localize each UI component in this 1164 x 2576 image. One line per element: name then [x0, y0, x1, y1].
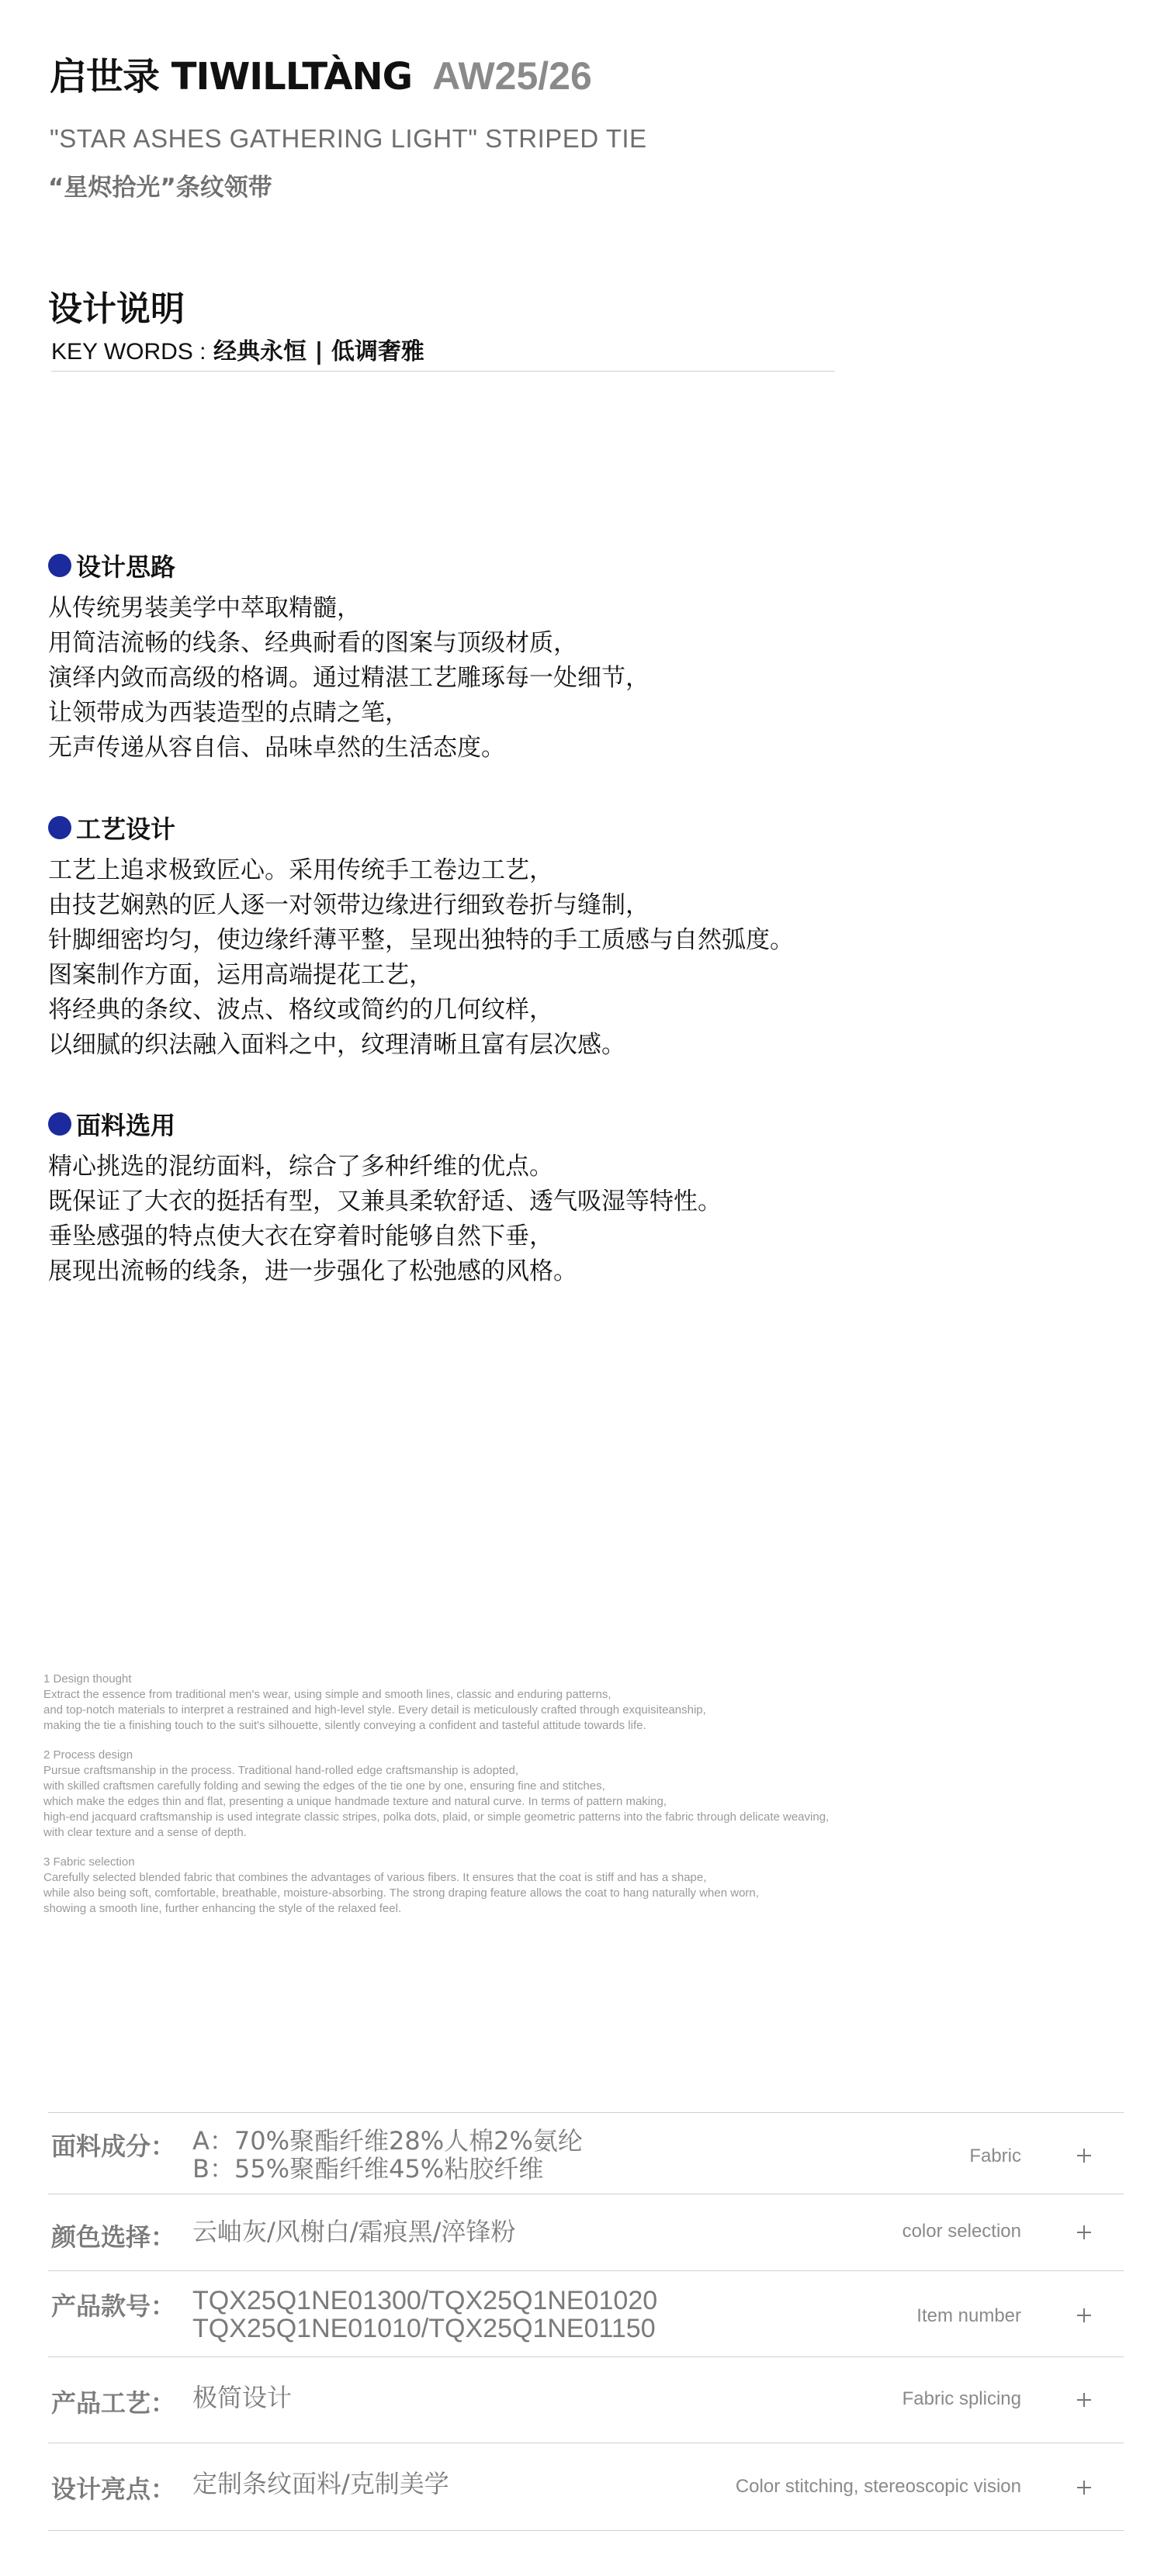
body-line: 用简洁流畅的线条、经典耐看的图案与顶级材质， — [48, 629, 577, 657]
body-line: 将经典的条纹、波点、格纹或简约的几何纹样， — [48, 996, 553, 1024]
english-note-line: and top-notch materials to interpret a restrained and high-level style. Every detail is meticulously crafted through exquisiteanship, — [43, 1703, 706, 1717]
body-line: 让领带成为西装造型的点睛之笔， — [48, 699, 409, 727]
section-heading — [48, 1106, 722, 1142]
section-heading — [48, 548, 650, 583]
spec-values — [192, 2287, 657, 2343]
section-title: 工艺设计 — [76, 814, 176, 844]
bullet-dot-icon — [48, 1112, 71, 1136]
body-line: 图案制作方面，运用高端提花工艺， — [48, 961, 433, 989]
spec-row-fabric[interactable] — [48, 2112, 1124, 2194]
english-note-line: showing a smooth line, further enhancing the style of the relaxed feel. — [43, 1902, 402, 1915]
spec-value: TQX25Q1NE01010/TQX25Q1NE01150 — [192, 2314, 656, 2343]
section-title: 设计思路 — [76, 552, 176, 582]
section-body — [48, 1150, 722, 1289]
spec-en-label: Fabric splicing — [902, 2388, 1021, 2409]
spec-en-label: Color stitching, stereoscopic vision — [735, 2476, 1021, 2497]
spec-values — [192, 2384, 292, 2412]
english-note-line: Carefully selected blended fabric that combines the advantages of various fibers. It ensures that the coat is stiff and has a shape, — [43, 1871, 707, 1884]
spec-value: 定制条纹面料/克制美学 — [192, 2469, 449, 2498]
spec-en-label: color selection — [902, 2221, 1021, 2242]
body-line: 展现出流畅的线条，进一步强化了松弛感的风格。 — [48, 1257, 577, 1285]
spec-value: 极简设计 — [192, 2383, 293, 2412]
body-line: 针脚细密均匀，使边缘纤薄平整，呈现出独特的手工质感与自然弧度。 — [48, 926, 794, 954]
keywords-value: 经典永恒 | 低调奢雅 — [213, 338, 424, 365]
english-note-block — [43, 1748, 1130, 1841]
english-note-heading: 3 Fabric selection — [43, 1855, 135, 1869]
plus-icon[interactable] — [1071, 2142, 1097, 2169]
bullet-dot-icon — [48, 554, 71, 577]
spec-table — [48, 2112, 1124, 2531]
section-design-idea — [48, 548, 650, 766]
english-note-line: Extract the essence from traditional men's wear, using simple and smooth lines, classic and enduring patterns, — [43, 1688, 611, 1701]
section-process-design — [48, 810, 794, 1063]
spec-value: A：70%聚酯纤维28%人棉2%氨纶 — [192, 2126, 583, 2156]
body-line: 从传统男装美学中萃取精髓， — [48, 594, 361, 622]
bullet-dot-icon — [48, 816, 71, 839]
body-line: 以细腻的织法融入面料之中，纹理清晰且富有层次感。 — [48, 1031, 625, 1059]
brand-logo: 启世录 TIWILLTÀNG — [50, 55, 413, 99]
body-line: 垂坠感强的特点使大衣在穿着时能够自然下垂， — [48, 1222, 553, 1250]
spec-label: 颜色选择： — [51, 2222, 176, 2252]
english-notes — [43, 1672, 1130, 1931]
product-title-cn: “星烬拾光”条纹领带 — [48, 174, 272, 202]
section-title: 面料选用 — [76, 1111, 176, 1140]
body-line: 演绎内敛而高级的格调。通过精湛工艺雕琢每一处细节， — [48, 664, 650, 692]
keywords-line — [51, 332, 835, 372]
section-body — [48, 853, 794, 1063]
season-label: AW25/26 — [432, 54, 592, 98]
body-line: 无声传递从容自信、品味卓然的生活态度。 — [48, 734, 505, 762]
spec-value: B：55%聚酯纤维45%粘胶纤维 — [192, 2154, 544, 2184]
spec-label: 产品工艺： — [51, 2388, 176, 2418]
brand-header — [50, 47, 592, 100]
section-fabric-selection — [48, 1106, 722, 1289]
spec-row-craft[interactable] — [48, 2356, 1124, 2443]
spec-values — [192, 2470, 449, 2498]
spec-en-label: Fabric — [969, 2146, 1021, 2166]
english-note-heading: 2 Process design — [43, 1748, 133, 1762]
spec-row-item-number[interactable] — [48, 2270, 1124, 2356]
spec-values — [192, 2218, 515, 2246]
plus-icon[interactable] — [1071, 2219, 1097, 2246]
body-line: 精心挑选的混纺面料，综合了多种纤维的优点。 — [48, 1153, 553, 1181]
spec-label: 产品款号： — [51, 2291, 176, 2321]
section-body — [48, 591, 650, 766]
body-line: 既保证了大衣的挺括有型，又兼具柔软舒适、透气吸湿等特性。 — [48, 1188, 722, 1215]
english-note-block — [43, 1672, 1130, 1734]
keywords-label: KEY WORDS : — [51, 339, 206, 365]
spec-value: 云岫灰/风榭白/霜痕黑/淬锋粉 — [192, 2217, 516, 2246]
plus-icon[interactable] — [1071, 2302, 1097, 2329]
english-note-line: with skilled craftsmen carefully folding and sewing the edges of the tie one by one, ensuring fine and stitches, — [43, 1779, 605, 1793]
design-notes-title: 设计说明 — [48, 289, 185, 329]
spec-value: TQX25Q1NE01300/TQX25Q1NE01020 — [192, 2286, 658, 2315]
spec-values — [192, 2127, 583, 2183]
english-note-line: with clear texture and a sense of depth. — [43, 1826, 247, 1839]
spec-row-highlight[interactable] — [48, 2443, 1124, 2531]
english-note-line: which make the edges thin and flat, presenting a unique handmade texture and natural curve. In terms of pattern making, — [43, 1795, 667, 1808]
english-note-line: high-end jacquard craftsmanship is used integrate classic stripes, polka dots, plaid, or simple geometric patterns into the fabric through delicate weaving, — [43, 1810, 830, 1824]
spec-label: 设计亮点： — [51, 2474, 176, 2504]
plus-icon[interactable] — [1071, 2387, 1097, 2413]
body-line: 由技艺娴熟的匠人逐一对领带边缘进行细致卷折与缝制， — [48, 891, 650, 919]
body-line: 工艺上追求极致匠心。采用传统手工卷边工艺， — [48, 856, 553, 884]
section-heading — [48, 810, 794, 845]
spec-label: 面料成分： — [51, 2132, 176, 2161]
spec-row-color[interactable] — [48, 2194, 1124, 2270]
english-note-line: making the tie a finishing touch to the suit's silhouette, silently conveying a confident and tasteful attitude towards life. — [43, 1719, 646, 1732]
product-title-en: "STAR ASHES GATHERING LIGHT" STRIPED TIE — [50, 124, 647, 153]
english-note-heading: 1 Design thought — [43, 1672, 132, 1686]
plus-icon[interactable] — [1071, 2474, 1097, 2501]
english-note-line: while also being soft, comfortable, breathable, moisture-absorbing. The strong draping feature allows the coat to hang naturally when worn, — [43, 1886, 759, 1900]
english-note-line: Pursue craftsmanship in the process. Traditional hand-rolled edge craftsmanship is adopted, — [43, 1764, 519, 1777]
spec-en-label: Item number — [916, 2305, 1021, 2326]
english-note-block — [43, 1855, 1130, 1917]
